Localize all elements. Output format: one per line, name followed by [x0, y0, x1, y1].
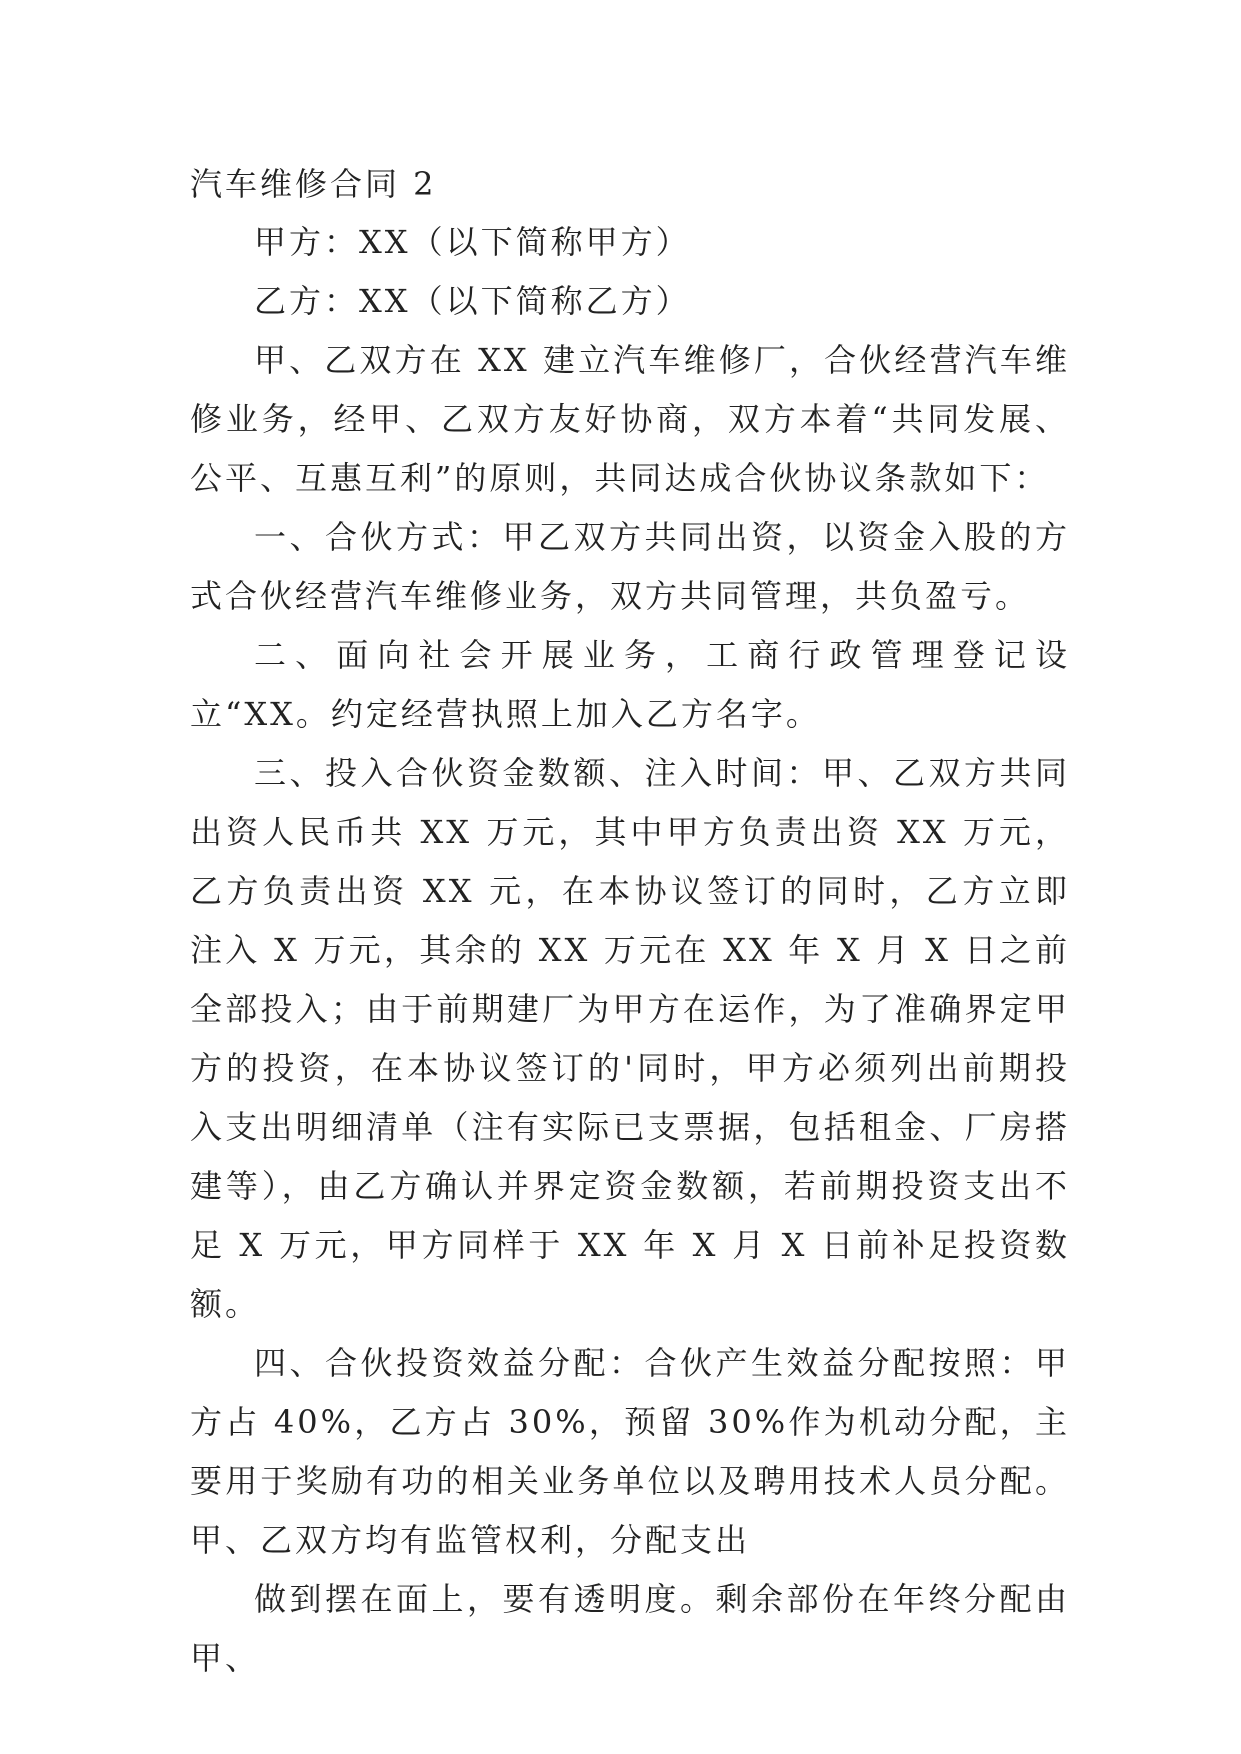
clause-2-paragraph: 二、面向社会开展业务，工商行政管理登记设立“XX。约定经营执照上加入乙方名字。 [190, 636, 1070, 733]
clause-3-paragraph: 三、投入合伙资金数额、注入时间：甲、乙双方共同出资人民币共 XX 万元，其中甲方负责出资 XX 万元，乙方负责出资 XX 元，在本协议签订的同时，乙方立即注入 X 万元，其余的 XX 万元在 XX 年 X 月 X 日之前全部投入；由于前期建厂为甲方在运作，为了准确界定甲方的投资，在本协议签订的'同时，甲方必须列出前期投入支出明细清单（注有实际已支票据，包括租金、厂房搭建等），由乙方确认并界定资金数额，若前期投资支出不足 X 万元，甲方同样于 XX 年 X 月 X 日前补足投资数额。 [190, 754, 1070, 1323]
clause-4-paragraph: 四、合伙投资效益分配：合伙产生效益分配按照：甲方占 40%，乙方占 30%，预留 30%作为机动分配，主要用于奖励有功的相关业务单位以及聘用技术人员分配。甲、乙双方均有监管权利，分配支出 [190, 1344, 1070, 1559]
party-b-line: 乙方：XX（以下简称乙方） [254, 282, 691, 320]
party-a-line: 甲方：XX（以下简称甲方） [254, 223, 691, 261]
document-body [190, 155, 1070, 1688]
preamble-paragraph: 甲、乙双方在 XX 建立汽车维修厂，合伙经营汽车维修业务，经甲、乙双方友好协商，双方本着“共同发展、公平、互惠互利”的原则，共同达成合伙协议条款如下： [190, 341, 1070, 497]
document-title: 汽车维修合同 2 [190, 165, 437, 203]
clause-4-continuation-paragraph: 做到摆在面上，要有透明度。剩余部份在年终分配由甲、 [190, 1580, 1070, 1677]
clause-1-paragraph: 一、合伙方式：甲乙双方共同出资，以资金入股的方式合伙经营汽车维修业务，双方共同管理，共负盈亏。 [190, 518, 1070, 615]
